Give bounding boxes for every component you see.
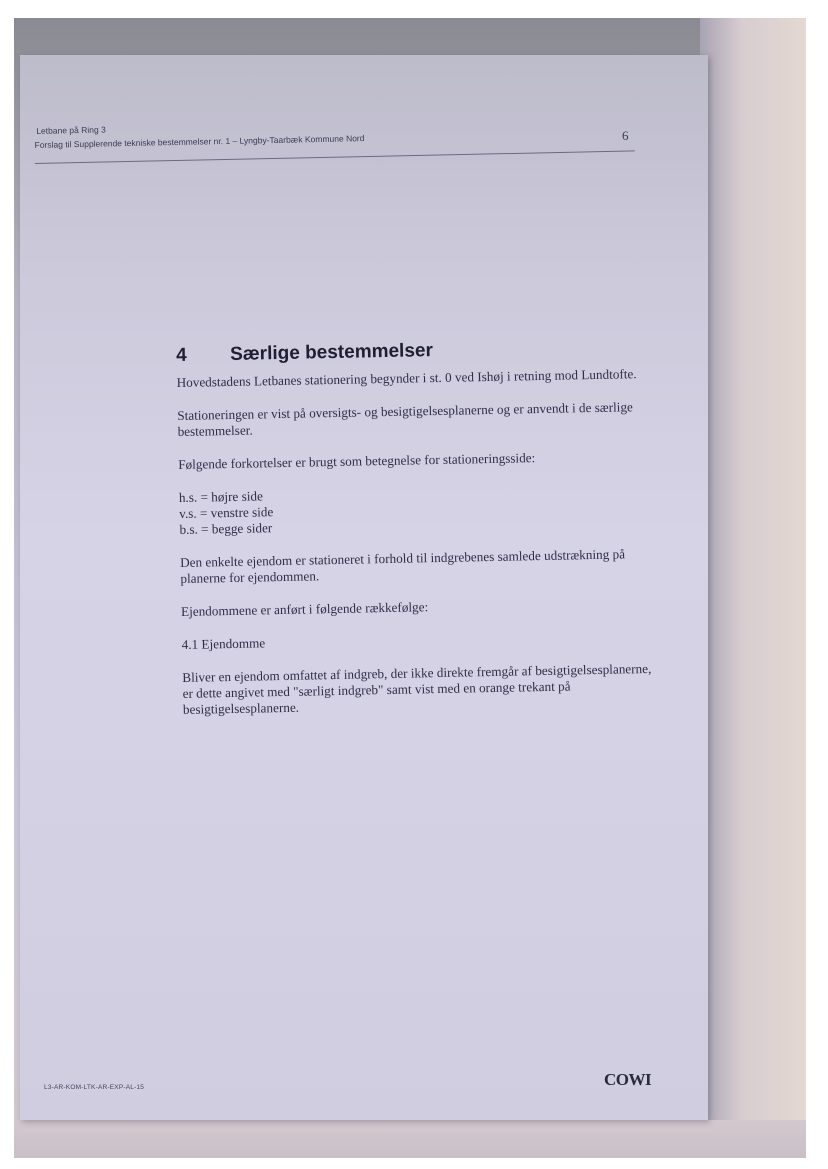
- paragraph-abbreviations-intro: Følgende forkortelser er brugt som betegnelse for stationeringsside:: [178, 450, 536, 472]
- paragraph-stationing-start: Hovedstadens Letbanes stationering begynder i st. 0 ved Ishøj i retning mod Lundtofte.: [176, 366, 637, 390]
- abbreviation-item: b.s. = begge sider: [179, 520, 273, 537]
- cowi-logo: COWI: [604, 1070, 652, 1089]
- document-body: [176, 339, 653, 735]
- abbreviation-item: v.s. = venstre side: [179, 504, 274, 521]
- paragraph-order: Ejendommene er anført i følgende rækkefølge:: [180, 599, 429, 619]
- header-project-title: Letbane på Ring 3: [36, 124, 106, 136]
- paragraph-special-intervention: Bliver en ejendom omfattet af indgreb, der ikke direkte fremgår af besigtigelsesplanerne, er dette angivet med "særligt indgreb" samt vist med en orange trekant på besigtigelsesplanerne.: [182, 660, 652, 717]
- header-document-title: Forslag til Supplerende tekniske bestemmelser nr. 1 – Lyngby-Taarbæk Kommune Nord: [34, 133, 365, 150]
- abbreviation-item: h.s. = højre side: [178, 488, 263, 505]
- chapter-heading: [176, 339, 646, 364]
- paragraph-property-stationing: Den enkelte ejendom er stationeret i forhold til indgrebenes samlede udstrækning på planerne for ejendommen.: [179, 546, 626, 586]
- page-number: 6: [622, 128, 629, 143]
- subsection-heading: 4.1 Ejendomme: [181, 635, 266, 652]
- scan-right-margin: [700, 18, 806, 1158]
- chapter-number: 4: [175, 344, 187, 366]
- abbreviation-list: [179, 481, 650, 538]
- paragraph-stationing-plans: Stationeringen er vist på oversigts- og besigtigelsesplanerne og er anvendt i de særlige bestemmelser.: [177, 399, 633, 439]
- footer-document-code: L3-AR-KOM-LTK-AR-EXP-AL-15: [44, 1084, 145, 1091]
- chapter-title: Særlige bestemmelser: [229, 340, 434, 365]
- scan-bottom-margin: [14, 1120, 806, 1158]
